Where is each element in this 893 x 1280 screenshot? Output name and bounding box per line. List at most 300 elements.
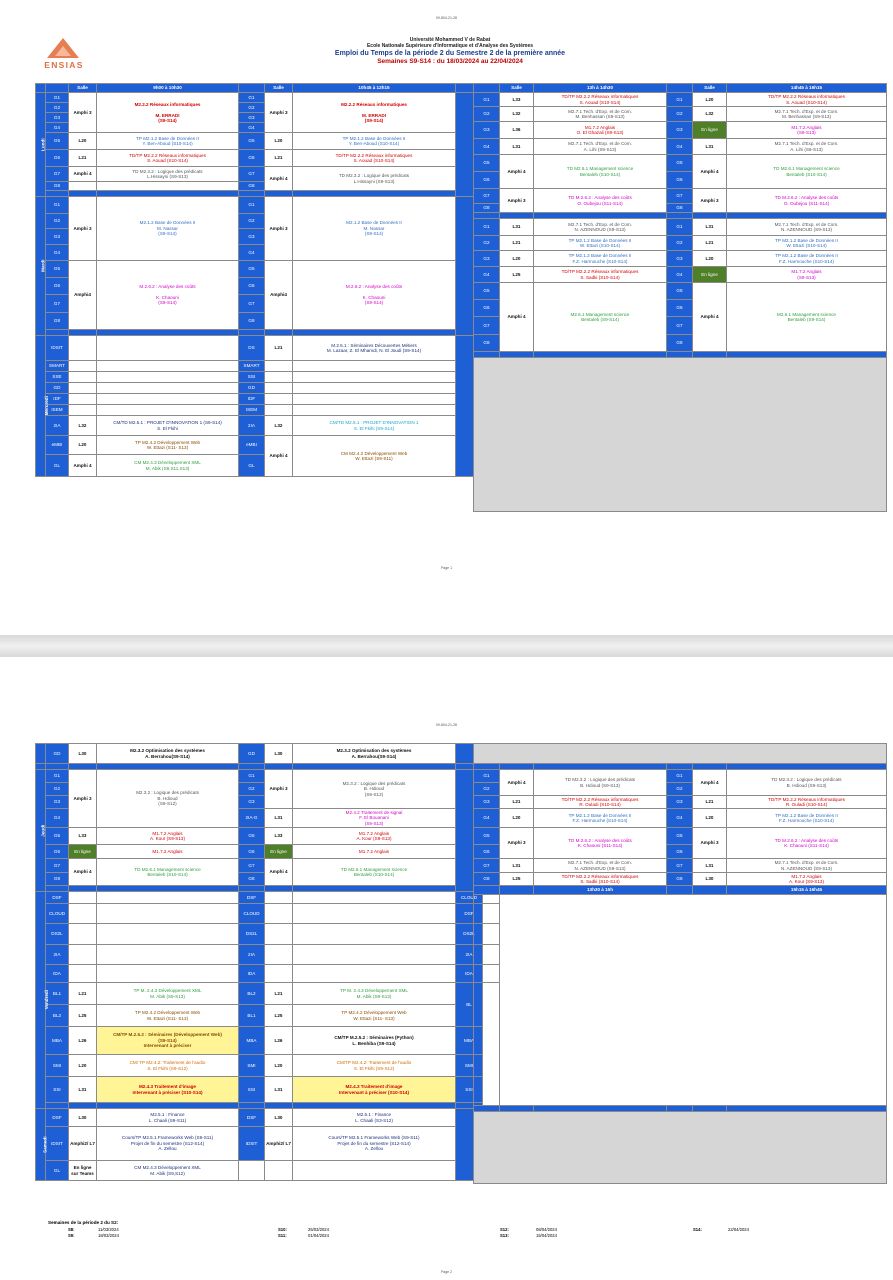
group-code: G7 bbox=[667, 189, 693, 204]
course-cell: M.2.6.2 : Analyse des coûts K. Chaouni (S9-S14) bbox=[293, 261, 456, 330]
group-code: G7 bbox=[474, 859, 500, 873]
room-cell: Amphi 3 bbox=[265, 770, 293, 809]
room-cell: L20 bbox=[69, 133, 97, 150]
schedule-subtitle: Semaines S9-S14 : du 18/03/2024 au 22/04/2024 bbox=[377, 58, 523, 66]
group-code: BL2 bbox=[239, 983, 265, 1005]
empty-cell bbox=[69, 405, 97, 416]
group-code: GD bbox=[239, 744, 265, 764]
group-code: G2 bbox=[667, 236, 693, 251]
group-code: G3 bbox=[46, 229, 69, 245]
day-lundi: Lundi bbox=[36, 93, 46, 197]
group-code: SMI bbox=[456, 1055, 483, 1077]
group-code: IDSIT bbox=[46, 336, 69, 361]
empty-cell bbox=[239, 1161, 265, 1181]
room-cell: L31 bbox=[693, 139, 727, 155]
group-code: G1 bbox=[239, 197, 265, 214]
room-cell: Amphi 4 bbox=[500, 770, 534, 796]
group-code: G6 bbox=[667, 172, 693, 189]
room-cell: L33 bbox=[265, 828, 293, 845]
group-code: G7 bbox=[239, 859, 265, 873]
empty-cell bbox=[97, 182, 239, 191]
group-code: DSF bbox=[46, 1109, 69, 1127]
course-cell: M2.3.2 Optimisation des systèmes A. Berrahou(S9-S14) bbox=[293, 744, 456, 764]
empty-cell bbox=[265, 945, 293, 965]
room-cell: L21 bbox=[265, 983, 293, 1005]
room-cell: Amphi 4 bbox=[69, 455, 97, 477]
online-badge: En ligne bbox=[693, 122, 727, 139]
group-code: G5 bbox=[239, 828, 265, 845]
group-code: G4 bbox=[46, 123, 69, 133]
day-jeudi: Jeudi bbox=[36, 770, 46, 892]
empty-cell bbox=[265, 405, 293, 416]
room-cell: L31 bbox=[265, 1077, 293, 1103]
course-cell: TP M. 2.4.3 Développement XML M. Abik (S9-S13) bbox=[293, 983, 456, 1005]
empty-cell bbox=[69, 383, 97, 394]
room-cell: L20 bbox=[500, 809, 534, 828]
group-code: G6 bbox=[667, 300, 693, 317]
room-cell: L21 bbox=[69, 150, 97, 167]
room-cell: Amphi 3 bbox=[500, 189, 534, 213]
group-code: G2 bbox=[667, 107, 693, 122]
group-code: G8 bbox=[46, 182, 69, 191]
page-number-2: Page 2 bbox=[440, 1270, 453, 1274]
empty-cell bbox=[69, 336, 97, 361]
group-code: IDA bbox=[46, 965, 69, 983]
group-code: MBA bbox=[456, 1027, 483, 1055]
room-cell: Amphi 4 bbox=[693, 283, 727, 352]
day-vendredi: Vendredi bbox=[36, 892, 46, 1109]
empty-cell bbox=[97, 892, 239, 904]
group-code: DSF bbox=[46, 892, 69, 904]
room-cell: L31 bbox=[693, 219, 727, 236]
doc-code-2: 09-804-21-28 bbox=[435, 723, 457, 727]
course-cell: TP M2.4.2 Développement Web W. Ettazi (S11- S13) bbox=[97, 1005, 239, 1027]
highlight-traitement-image: M2.4.3 Traitement d'image Intervenant à préciser (S10-S14) bbox=[97, 1077, 239, 1103]
empty-cell bbox=[293, 372, 456, 383]
empty-cell bbox=[265, 394, 293, 405]
group-code: G5 bbox=[474, 828, 500, 845]
room-cell: Amphi4 bbox=[265, 261, 293, 330]
schedule-table-morning bbox=[35, 83, 500, 477]
group-code: G4 bbox=[667, 809, 693, 828]
empty-cell bbox=[239, 84, 265, 93]
course-cell: CM/ TP M2.4.2: Traitement de l'audio S. El Fkihi (S9-S12) bbox=[97, 1055, 239, 1077]
group-code: G4 bbox=[667, 267, 693, 283]
group-code: G1 bbox=[474, 770, 500, 783]
empty-cell bbox=[97, 394, 239, 405]
room-cell: L20 bbox=[500, 251, 534, 267]
group-code: DSF bbox=[239, 1109, 265, 1127]
group-code: DS2L bbox=[239, 924, 265, 945]
group-code: GD bbox=[239, 383, 265, 394]
course-cell: CM M2.4.3 Développement XML M. Abik (S9,S12) bbox=[97, 1161, 239, 1181]
course-cell: M2.7.1 Tech. d'Exp. et de Com. N. AZENNOUD (S9-S13) bbox=[534, 859, 667, 873]
group-code: G2 bbox=[239, 103, 265, 113]
group-code: G8 bbox=[239, 182, 265, 191]
group-code: G8 bbox=[667, 873, 693, 886]
course-cell: 9h00 à 10h30 bbox=[97, 84, 239, 93]
room-cell: L30 bbox=[69, 744, 97, 764]
empty-cell bbox=[265, 1161, 293, 1181]
room-cell: Amphi 3 bbox=[69, 93, 97, 133]
group-code: G1 bbox=[474, 93, 500, 107]
course-cell: M1.7.2 Anglais A. Kour (S9-S13) bbox=[97, 828, 239, 845]
group-code: G3 bbox=[239, 113, 265, 123]
course-cell: Cours/TP M2.5.1 Frameworks Web (S9-S11) Projet de fin du semestre (S12-S14) A. Zellou bbox=[293, 1127, 456, 1161]
group-code: G6 bbox=[474, 172, 500, 189]
group-code: SMART bbox=[239, 361, 265, 372]
empty-cell bbox=[97, 904, 239, 924]
empty-cell bbox=[97, 405, 239, 416]
group-code: G8 bbox=[667, 204, 693, 213]
group-code: G1 bbox=[46, 770, 69, 783]
group-code: G6 bbox=[46, 278, 69, 295]
course-cell: TD M.2.6.2 : Analyse des coûts O. Oubejou (S11-S14) bbox=[727, 189, 887, 213]
course-cell: M2.3.2 : Logique des prédicats B. Hdioud (S9-S12) bbox=[293, 770, 456, 809]
group-code: G1 bbox=[46, 93, 69, 103]
empty-cell bbox=[97, 361, 239, 372]
room-cell: L31 bbox=[500, 219, 534, 236]
room-cell: L30 bbox=[69, 1109, 97, 1127]
course-cell: TD/TP M2.2.2 Réseaux informatiques S. Sadki (S10-S14) bbox=[534, 267, 667, 283]
schedule-table-afternoon bbox=[473, 83, 887, 512]
room-cell: L21 bbox=[500, 796, 534, 809]
empty-cell bbox=[69, 965, 97, 983]
course-cell: M2.4.3 Traitement d'image Intervenant à préciser (S10-S14) bbox=[293, 1077, 456, 1103]
empty-cell bbox=[265, 372, 293, 383]
room-cell: Amphi 4 bbox=[500, 155, 534, 189]
empty-cell bbox=[293, 965, 456, 983]
empty-cell bbox=[69, 372, 97, 383]
empty-cell bbox=[474, 744, 887, 764]
course-cell: TD M2.6.1 Management science Bentaleb (S10-S14) bbox=[97, 859, 239, 886]
group-code: G2 bbox=[239, 783, 265, 796]
course-cell: TD/TP M2.2.2 Réseaux informatiques S. Aouad (S10-S14) bbox=[97, 150, 239, 167]
course-bd: M2.1.2 Base de Données II M. Nassar (S9-S14) bbox=[97, 197, 239, 261]
group-code: G4 bbox=[474, 139, 500, 155]
room-cell: Amphi4 bbox=[69, 261, 97, 330]
day-mardi: Mardi bbox=[36, 197, 46, 336]
group-code: G7 bbox=[46, 295, 69, 313]
group-code: 2IA bbox=[239, 416, 265, 436]
empty-cell bbox=[500, 886, 534, 895]
course-cell: Salle bbox=[500, 84, 534, 93]
room-cell: L26 bbox=[69, 1027, 97, 1055]
group-code: DS2L bbox=[46, 924, 69, 945]
course-cell: 10h45 à 12h15 bbox=[293, 84, 456, 93]
group-code: DS2L bbox=[456, 924, 483, 945]
group-code: G3 bbox=[46, 113, 69, 123]
course-cell: M1.7.2 Anglais (S9-S13) bbox=[727, 267, 887, 283]
page-number: Page 1 bbox=[440, 566, 453, 570]
page-header bbox=[200, 37, 700, 66]
group-code: G6 bbox=[667, 845, 693, 859]
group-code: G5 bbox=[667, 828, 693, 845]
group-code: MBA bbox=[239, 1027, 265, 1055]
group-code: ISEM bbox=[46, 405, 69, 416]
group-code: BL1 bbox=[46, 983, 69, 1005]
empty-cell bbox=[69, 904, 97, 924]
online-badge: En ligne bbox=[265, 845, 293, 859]
room-cell: En ligne sur Teams bbox=[69, 1161, 97, 1181]
group-code: IDSIT bbox=[239, 1127, 265, 1161]
course-cell: TD/TP M2.2.2 Réseaux informatiques R. Ouladi (S10-S14) bbox=[727, 796, 887, 809]
room-cell: L32 bbox=[265, 416, 293, 436]
course-cell: M2.7.1 Tech. d'Exp. et de Com. N. AZENNOUD (S9-S13) bbox=[534, 219, 667, 236]
room-cell: Amphi 4 bbox=[265, 436, 293, 477]
group-code: G7 bbox=[667, 859, 693, 873]
empty-cell bbox=[693, 886, 727, 895]
course-cell: 15h15 à 16h45 bbox=[727, 886, 887, 895]
group-code: CLOUD bbox=[239, 904, 265, 924]
room-cell: Amphi2/ L7 bbox=[69, 1127, 97, 1161]
room-cell: L33 bbox=[500, 93, 534, 107]
group-code: G6 bbox=[474, 845, 500, 859]
course-cell: TD M.2.6.2 : Analyse des coûts K. Chaouni (S11-S14) bbox=[534, 828, 667, 859]
group-code: 2IA bbox=[46, 945, 69, 965]
room-cell: Amphi 3 bbox=[265, 197, 293, 261]
course-cell: Cours/TP M2.5.1 Frameworks Web (S9-S11) Projet de fin du semestre (S12-S14) A. Zellou bbox=[97, 1127, 239, 1161]
room-cell: L20 bbox=[69, 1055, 97, 1077]
group-code: BL2 bbox=[46, 1005, 69, 1027]
course-cell: M2.7.1 Tech. d'Exp. et de Com. A. Lihi (S9-S13) bbox=[534, 139, 667, 155]
group-code: G2 bbox=[474, 783, 500, 796]
empty-cell bbox=[474, 886, 500, 895]
course-cell: CM/TD M2.5.1 : PROJET D'INNOVATION 1 (S9-S14) S. El Fkihi bbox=[97, 416, 239, 436]
group-code: G7 bbox=[46, 859, 69, 873]
course-cell: TD M2.3.2 : Logique des prédicats B. Hdioud (S9-S13) bbox=[727, 770, 887, 796]
empty-cell bbox=[293, 405, 456, 416]
room-cell: L25 bbox=[500, 873, 534, 886]
course-cell: 13h30 à 15h bbox=[534, 886, 667, 895]
course-seminaires: M.2.5.1 : Séminaires Découvertes Métiers M. Lazaar, Z. El Mhamdi, N. El Joudi (S9-S14) bbox=[293, 336, 456, 361]
course-cell: CM M2.4.3 Développement XML M. Abik (S9,S11,S13) bbox=[97, 455, 239, 477]
school-name: Ecole Nationale Supérieure d'Informatique et d'Analyse des Systèmes bbox=[366, 43, 534, 50]
course-cell: TD M2.3.2 : Logique des prédicats B. Hdioud (S9-S13) bbox=[534, 770, 667, 796]
room-cell: L32 bbox=[693, 107, 727, 122]
course-reseaux: M2.2.2 Réseaux informatiques M. ERRADI (S9-S14) bbox=[97, 93, 239, 133]
course-cell: M2.6.1 Management science Bentaleb (S9-S14) bbox=[534, 283, 667, 352]
room-cell: L21 bbox=[265, 336, 293, 361]
room-cell: L31 bbox=[500, 139, 534, 155]
empty-cell bbox=[265, 892, 293, 904]
group-code: eMBI bbox=[239, 436, 265, 455]
group-code: G6 bbox=[239, 845, 265, 859]
course-couts: M.2.6.2 : Analyse des coûts K. Chaouni (S9-S14) bbox=[97, 261, 239, 330]
course-cell: M1.7.2 Anglais A. Kour (S9-S13) bbox=[293, 828, 456, 845]
group-code: SSI bbox=[456, 1077, 483, 1103]
course-cell: M2.7.1 Tech. d'Exp. et de Com. A. Lihi (S9-S13) bbox=[727, 139, 887, 155]
course-cell: TP M2.1.2 Base de Données II Y. Ben-Aboud (S10-S14) bbox=[293, 133, 456, 150]
group-code: IDSIT bbox=[46, 1127, 69, 1161]
group-code: 2IA-G bbox=[239, 809, 265, 828]
group-code: G8 bbox=[46, 873, 69, 886]
group-code: G7 bbox=[474, 189, 500, 204]
course-cell: M2.5.1 : Finance L. Chaali (S9-S11) bbox=[97, 1109, 239, 1127]
course-cell: M2.3.2 : Logique des prédicats B. Hdioud (S9-S12) bbox=[97, 770, 239, 828]
online-badge: En ligne bbox=[693, 267, 727, 283]
page-gap bbox=[0, 635, 893, 657]
university-name: Université Mohammed V de Rabat bbox=[409, 37, 491, 43]
room-cell: Amphi 3 bbox=[693, 828, 727, 859]
empty-cell bbox=[265, 965, 293, 983]
group-code: DSF bbox=[239, 892, 265, 904]
course-cell: CM M2.4.2 Développement Web W. Ettazi (S9-S11) bbox=[293, 436, 456, 477]
group-code: 2IA bbox=[46, 416, 69, 436]
room-cell: Amphi 4 bbox=[69, 859, 97, 886]
room-cell: L25 bbox=[500, 267, 534, 283]
room-cell: L25 bbox=[69, 1005, 97, 1027]
course-cell: TP M2.1.2 Base de Données II F.Z. Harmouche (S10-S14) bbox=[727, 251, 887, 267]
group-code: GL bbox=[46, 1161, 69, 1181]
group-code: G8 bbox=[239, 873, 265, 886]
room-cell: Amphi 3 bbox=[500, 828, 534, 859]
course-optimisation: M2.3.2 Optimisation des systèmes A. Berrahou(S9-S14) bbox=[97, 744, 239, 764]
empty-cell bbox=[293, 945, 456, 965]
empty-cell bbox=[97, 965, 239, 983]
course-cell: M2.4.2 Traitement de signal F. El Bouanani (S9-S13) bbox=[293, 809, 456, 828]
room-cell: Amphi 3 bbox=[69, 197, 97, 261]
room-cell: L30 bbox=[265, 744, 293, 764]
empty-cell bbox=[667, 886, 693, 895]
group-code: G1 bbox=[474, 219, 500, 236]
course-cell: M2.7.1 Tech. d'Exp. et de Com. M. Benhassan (S9-S13) bbox=[534, 107, 667, 122]
group-code: IDA bbox=[239, 965, 265, 983]
group-code: SMI bbox=[239, 1055, 265, 1077]
room-cell: L20 bbox=[693, 809, 727, 828]
group-code: G7 bbox=[239, 167, 265, 182]
group-code: G3 bbox=[667, 796, 693, 809]
group-code: G4 bbox=[46, 809, 69, 828]
group-code: 2IA bbox=[239, 945, 265, 965]
group-code: G8 bbox=[474, 873, 500, 886]
group-code: G2 bbox=[474, 236, 500, 251]
course-cell: Salle bbox=[693, 84, 727, 93]
course-cell: CM/TP M2.4.2: Traitement de l'audio S. El Fkihi (S9-S12) bbox=[293, 1055, 456, 1077]
room-cell: L31 bbox=[265, 809, 293, 828]
course-cell: M1.7.2 Anglais bbox=[97, 845, 239, 859]
course-cell: TD M2.6.1 Management science Bentaleb (S10-S14) bbox=[534, 155, 667, 189]
group-code: G3 bbox=[239, 229, 265, 245]
group-code: BL1 bbox=[239, 1005, 265, 1027]
course-cell: TP M2.1.2 Base de Données II F.Z. Harmouche (S10-S14) bbox=[727, 809, 887, 828]
group-code: G7 bbox=[239, 295, 265, 313]
group-code: G7 bbox=[667, 317, 693, 335]
empty-cell bbox=[293, 892, 456, 904]
group-code: G4 bbox=[474, 267, 500, 283]
group-code: G1 bbox=[667, 219, 693, 236]
room-cell: L20 bbox=[693, 251, 727, 267]
empty-cell bbox=[97, 383, 239, 394]
room-cell: L20 bbox=[265, 133, 293, 150]
group-code: G1 bbox=[46, 197, 69, 214]
group-code: SMI bbox=[46, 1055, 69, 1077]
group-code: G3 bbox=[239, 796, 265, 809]
course-cell: TD M.2.6.2 : Analyse des coûts K. Chaouni (S11-S14) bbox=[727, 828, 887, 859]
highlight-seminaire-web: CM/TP M.2.5.2 : Séminaires (Développement Web) (S9-S14) Intervenant à préciser bbox=[97, 1027, 239, 1055]
group-code: G1 bbox=[239, 93, 265, 103]
course-cell: M2.7.1 Tech. d'Exp. et de Com. N. AZENNOUD (S9-S13) bbox=[727, 859, 887, 873]
group-code: 2IA bbox=[456, 945, 483, 965]
group-code: G5 bbox=[474, 155, 500, 172]
room-cell: L30 bbox=[693, 873, 727, 886]
course-cell: 13h à 14h30 bbox=[534, 84, 667, 93]
empty-cell bbox=[69, 945, 97, 965]
room-cell: Amphi 4 bbox=[265, 167, 293, 191]
empty-cell bbox=[97, 924, 239, 945]
empty-cell bbox=[293, 924, 456, 945]
course-bd-tp: TP M2.1.2 Base de Données II Y. Ben-Aboud (S10-S14) bbox=[97, 133, 239, 150]
group-code: G6 bbox=[46, 845, 69, 859]
group-code: CLOUD bbox=[456, 892, 483, 904]
course-cell: TP M2.1.2 Base de Données II W. Ettazi (S10-S14) bbox=[727, 236, 887, 251]
course-cell: TD M.2.6.2 : Analyse des coûts O. Oubejou (S11-S14) bbox=[534, 189, 667, 213]
empty-cell bbox=[36, 84, 46, 93]
group-code: GD bbox=[46, 383, 69, 394]
room-cell: L20 bbox=[265, 1055, 293, 1077]
group-code: G6 bbox=[46, 150, 69, 167]
course-cell: CM/TP M.2.5.2 : Séminaires (Python) L. Benhiba (S9-S14) bbox=[293, 1027, 456, 1055]
empty-cell bbox=[474, 1112, 887, 1184]
room-cell: L31 bbox=[69, 1077, 97, 1103]
online-badge: En ligne bbox=[69, 845, 97, 859]
empty-cell bbox=[97, 336, 239, 361]
group-code: G8 bbox=[239, 313, 265, 330]
empty-cell bbox=[293, 361, 456, 372]
empty-cell bbox=[69, 394, 97, 405]
empty-cell bbox=[265, 361, 293, 372]
room-cell: Amphi 3 bbox=[69, 770, 97, 828]
room-cell: Amphi 4 bbox=[500, 283, 534, 352]
course-cell: TD M2.6.1 Management science Bentaleb (S10-S14) bbox=[727, 155, 887, 189]
course-cell: M2.6.1 Management science Bentaleb (S9-S14) bbox=[727, 283, 887, 352]
course-cell: TP M. 2.4.3 Développement XML M. Abik (S9-S13) bbox=[97, 983, 239, 1005]
doc-code: 09-804-21-28 bbox=[435, 16, 457, 20]
schedule-title: Emploi du Temps de la période 2 du Semestre 2 de la première année bbox=[334, 49, 566, 57]
group-code: GL bbox=[46, 455, 69, 477]
course-cell: M1.7.2 Anglais O. El Ghazali (S9-S13) bbox=[534, 122, 667, 139]
room-cell: L21 bbox=[265, 150, 293, 167]
group-code: SSE bbox=[46, 372, 69, 383]
group-code: G3 bbox=[474, 251, 500, 267]
course-cell: TD/TP M2.2.2 Réseaux informatiques S. Sadki (S10-S14) bbox=[534, 873, 667, 886]
empty-cell bbox=[265, 383, 293, 394]
empty-cell bbox=[293, 394, 456, 405]
empty-cell bbox=[474, 84, 500, 93]
room-cell: L21 bbox=[500, 236, 534, 251]
group-code: G8 bbox=[474, 204, 500, 213]
group-code: G5 bbox=[239, 261, 265, 278]
course-cell: M1.7.2 Anglais A. Kour (S9-S13) bbox=[727, 873, 887, 886]
empty-cell bbox=[36, 744, 46, 764]
room-cell: L21 bbox=[69, 983, 97, 1005]
room-cell: L20 bbox=[693, 93, 727, 107]
group-code: G2 bbox=[46, 783, 69, 796]
empty-cell bbox=[69, 924, 97, 945]
course-cell: TD M2.3.2 : Logique des prédicats L.Hissayni (S9-S13) bbox=[97, 167, 239, 182]
room-cell: Amphi 3 bbox=[265, 93, 293, 133]
room-cell: L33 bbox=[69, 828, 97, 845]
group-code: G2 bbox=[667, 783, 693, 796]
course-cell: M2.7.1 Tech. d'Exp. et de Com. N. AZENNOUD (S9-S13) bbox=[727, 219, 887, 236]
empty-cell bbox=[69, 182, 97, 191]
group-code: G8 bbox=[46, 313, 69, 330]
course-cell: TP M2.1.2 Base de Données II F.Z. Harmouche (S10-S14) bbox=[534, 251, 667, 267]
group-code: G4 bbox=[474, 809, 500, 828]
group-code: G1 bbox=[667, 93, 693, 107]
room-cell: Amphi 4 bbox=[693, 770, 727, 796]
group-code: SMART bbox=[46, 361, 69, 372]
